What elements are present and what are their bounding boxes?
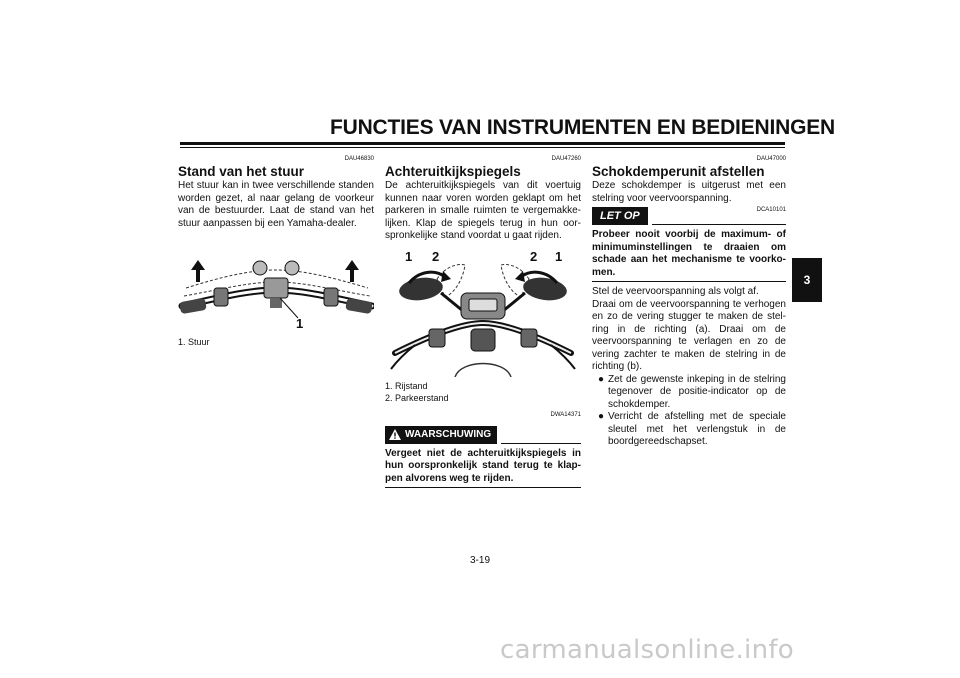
warning-rule	[501, 442, 581, 444]
warning-code: DWA14371	[550, 411, 581, 418]
header-rule	[180, 142, 785, 145]
handlebar-figure	[178, 248, 374, 330]
figure-label-1-left: 1	[405, 248, 413, 264]
figure-caption-1: 1. Rijstand	[385, 380, 428, 391]
section-heading: Stand van het stuur	[178, 164, 305, 179]
list-item: ● Verricht de afstelling met de speciale sleutel met het verlengstuk in de boordgereedschapset.	[598, 411, 786, 447]
figure-label-2-right: 2	[530, 248, 538, 264]
warning-triangle-icon	[389, 429, 401, 440]
warning-end-rule	[385, 487, 581, 488]
section-shock-absorber	[592, 148, 786, 449]
figure-label-2-left: 2	[432, 248, 440, 264]
section-handlebar	[178, 148, 374, 348]
mirrors-illustration	[385, 249, 581, 377]
notice-badge: LET OP	[592, 207, 648, 225]
page-number: 3-19	[469, 555, 490, 566]
figure-label-1-right: 1	[555, 248, 563, 264]
warning-badge	[385, 426, 497, 444]
section-body: Het stuur kan in twee verschillende standen worden gezet, al naar gelang de voorkeur van de bestuurder. Laat de stand van het stuur aanpassen bij een Yamaha-dealer.	[178, 180, 374, 229]
notice-rule	[652, 223, 786, 225]
warning-label: WAARSCHUWING	[405, 429, 492, 440]
page-header-title: FUNCTIES VAN INSTRUMENTEN EN BEDIENINGEN	[330, 116, 835, 139]
section-body: Deze schokdemper is uitgerust met een stelring voor veervoorspanning.	[592, 180, 786, 204]
section-code: DAU46830	[344, 156, 374, 162]
instruction-paragraph: Draai om de veervoorspanning te verhogen en zo de vering stugger te maken de stelring in de richting (a). Draai om de veervoorspanning te verlagen en zo de vering zachter te maken de stelring in de richting (b).	[592, 298, 786, 372]
instruction-list	[592, 374, 786, 449]
section-code: DAU47260	[551, 156, 581, 162]
figure-caption-2: 2. Parkeerstand	[385, 392, 449, 403]
list-item: ● Zet de gewenste inkeping in de stelring tegenover de positie-indicator op de schokdemper.	[598, 373, 786, 410]
bullet-icon: ●	[598, 411, 605, 422]
section-body: De achteruitkijkspiegels van dit voertuig kunnen naar voren worden geklapt om het parkeren in smalle ruimten te vergemakkelijken. Klap de spiegels terug in hun oorspronkelijke stand voordat u gaat rijden.	[385, 180, 581, 241]
chapter-tab: 3	[792, 258, 822, 302]
warning-text: Vergeet niet de achteruitkijkspiegels in hun oorspronkelijk stand terug te klappen alvorens weg te rijden.	[385, 447, 581, 484]
warning-header	[385, 426, 581, 444]
figure-label: 1	[296, 316, 304, 331]
section-heading: Schokdemperunit afstellen	[592, 164, 765, 179]
section-heading: Achteruitkijkspiegels	[385, 164, 521, 179]
notice-text: Probeer nooit voorbij de maximum- of minimuminstellingen te draaien om schade aan het mechanisme te voorkomen.	[592, 229, 786, 278]
notice-code: DCA10101	[756, 207, 786, 213]
figure-caption: 1. Stuur	[178, 337, 210, 347]
bullet-icon: ●	[598, 373, 605, 385]
notice-end-rule	[592, 281, 786, 282]
mirrors-figure	[385, 249, 581, 377]
watermark: carmanualsonline.info	[500, 635, 795, 665]
section-code: DAU47000	[756, 156, 786, 162]
section-mirrors	[385, 148, 581, 488]
instruction-intro: Stel de veervoorspanning als volgt af.	[592, 286, 759, 297]
handlebar-illustration	[178, 248, 374, 330]
